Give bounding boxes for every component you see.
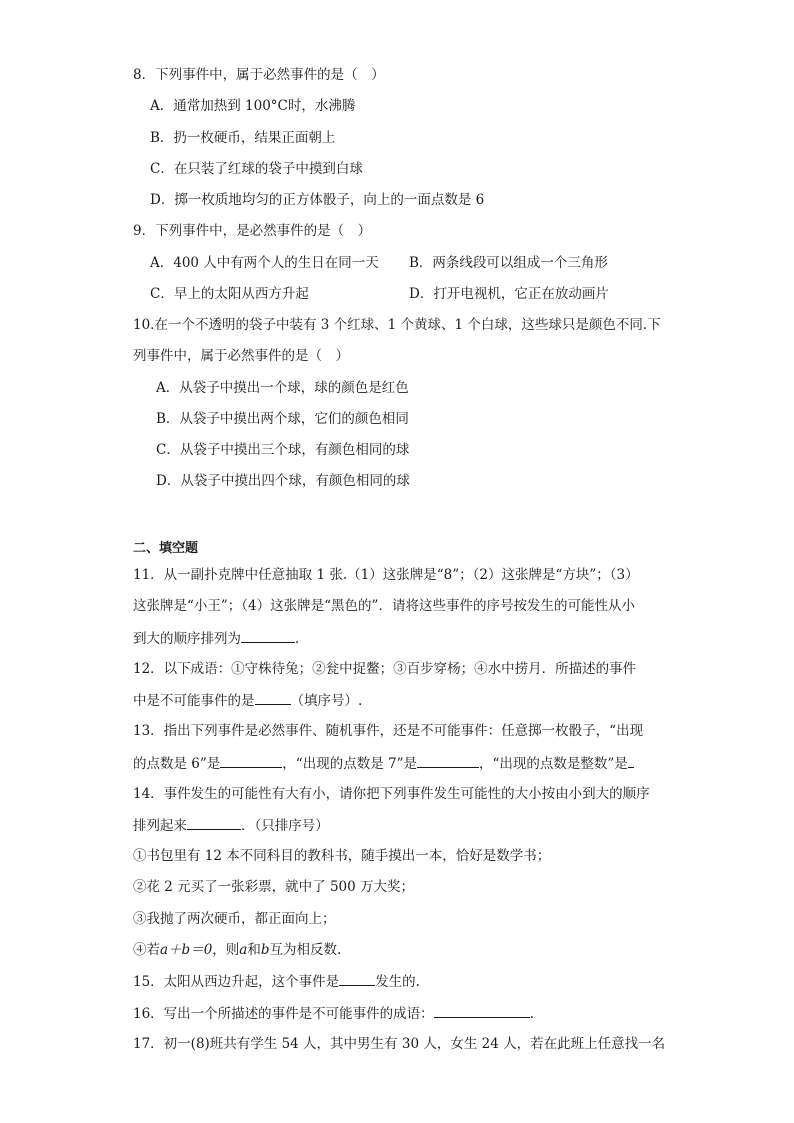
q8-option-b: B．扔一枚硬币，结果正面朝上 (150, 130, 336, 146)
q15-answer-blank[interactable] (339, 971, 375, 986)
q13-answer-blank-1[interactable] (220, 753, 282, 768)
q14-text: 排列起来 (133, 818, 187, 834)
q10-stem-line2: 列事件中，属于必然事件的是（ ） (133, 348, 349, 364)
q14-item-4-end: 互为相反数. (269, 942, 342, 958)
q16-line (133, 1003, 534, 1024)
q8-option-c: C．在只装了红球的袋子中摸到白球 (150, 161, 363, 177)
q8-option-d: D．掷一枚质地均匀的正方体骰子，向上的一面点数是 6 (150, 192, 485, 208)
q16-text: 16．写出一个所描述的事件是不可能事件的成语： (133, 1006, 434, 1022)
q14-line1: 14．事件发生的可能性有大有小，请你把下列事件发生可能性的大小按由小到大的顺序 (133, 786, 650, 802)
q14-var-b: b (260, 942, 270, 958)
q13-answer-blank-3[interactable] (628, 753, 634, 768)
q14-equation: a＋b＝0 (160, 942, 213, 958)
q12-answer-blank[interactable] (255, 690, 291, 705)
q8-option-a: A．通常加热到 100°C时，水沸腾 (150, 98, 356, 114)
section-heading-fill-in: 二、填空题 (133, 541, 199, 556)
q11-answer-blank[interactable] (241, 628, 295, 643)
q14-text-end: ．（只排序号） (241, 818, 329, 834)
q14-item-2: ②花 2 元买了一张彩票，就中了 500 万大奖； (133, 879, 415, 895)
q16-text-end: . (529, 1006, 534, 1022)
q10-stem-line1: 10.在一个不透明的袋子中装有 3 个红球、1 个黄球、1 个白球，这些球只是颜色不同.下 (133, 317, 661, 333)
q13-line1: 13．指出下列事件是必然事件、随机事件，还是不可能事件：任意掷一枚骰子，“出现 (133, 723, 644, 739)
q15-text-end: 发生的. (375, 974, 420, 990)
q12-text-end: （填序号）. (290, 693, 363, 709)
q13-answer-blank-2[interactable] (417, 753, 479, 768)
q9-option-a: A．400 人中有两个人的生日在同一天 (150, 255, 379, 271)
q13-line2 (133, 753, 634, 774)
q17-line1: 17．初一(8)班共有学生 54 人，其中男生有 30 人，女生 24 人，若在此班上任意找一名 (133, 1036, 666, 1052)
q15-text: 15．太阳从西边升起，这个事件是 (133, 974, 340, 990)
q13-text-a: 的点数是 6”是 (133, 756, 221, 772)
q10-option-c: C．从袋子中摸出三个球，有颜色相同的球 (156, 442, 410, 458)
q10-option-b: B．从袋子中摸出两个球，它们的颜色相同 (156, 411, 409, 427)
q14-item-4-prefix: ④若 (133, 942, 160, 958)
q14-var-a: a (239, 942, 248, 958)
q14-item-4 (133, 940, 341, 960)
q13-text-c: ，“出现的点数是整数”是 (478, 756, 628, 772)
q14-answer-blank[interactable] (187, 815, 241, 830)
q10-option-a: A．从袋子中摸出一个球，球的颜色是红色 (156, 380, 409, 396)
q10-option-d: D．从袋子中摸出四个球，有颜色相同的球 (156, 473, 410, 489)
q13-text-b: ，“出现的点数是 7”是 (282, 756, 417, 772)
q11-line1: 11．从一副扑克牌中任意抽取 1 张.（1）这张牌是“8”；（2）这张牌是“方块”；（3） (133, 567, 639, 583)
q11-text: 到大的顺序排列为 (133, 631, 241, 647)
q12-text: 中是不可能事件的是 (133, 693, 255, 709)
q9-option-c: C．早上的太阳从西方升起 (150, 286, 309, 302)
q8-stem: 8．下列事件中，属于必然事件的是（ ） (133, 67, 385, 83)
q11-text-end: ． (295, 631, 309, 647)
q12-line1: 12．以下成语：①守株待兔；②瓮中捉鳖；③百步穿杨；④水中捞月．所描述的事件 (133, 661, 637, 677)
q14-item-4-then: ，则 (212, 942, 240, 958)
q14-item-3: ③我抛了两次硬币，都正面向上； (133, 911, 336, 927)
q14-item-1: ①书包里有 12 本不同科目的教科书，随手摸出一本，恰好是数学书； (133, 848, 551, 864)
q9-stem: 9．下列事件中，是必然事件的是（ ） (133, 223, 372, 239)
q11-line2: 这张牌是“小王”；（4）这张牌是“黑色的”．请将这些事件的序号按发生的可能性从小 (133, 598, 635, 614)
q14-item-4-and: 和 (247, 942, 261, 958)
q14-line2 (133, 815, 329, 836)
q12-line2 (133, 690, 362, 711)
q11-line3 (133, 628, 309, 649)
q15-line (133, 971, 420, 992)
q9-option-b: B．两条线段可以组成一个三角形 (409, 255, 608, 271)
q16-answer-blank[interactable] (434, 1003, 530, 1018)
q9-option-d: D．打开电视机，它正在放动画片 (409, 286, 609, 302)
